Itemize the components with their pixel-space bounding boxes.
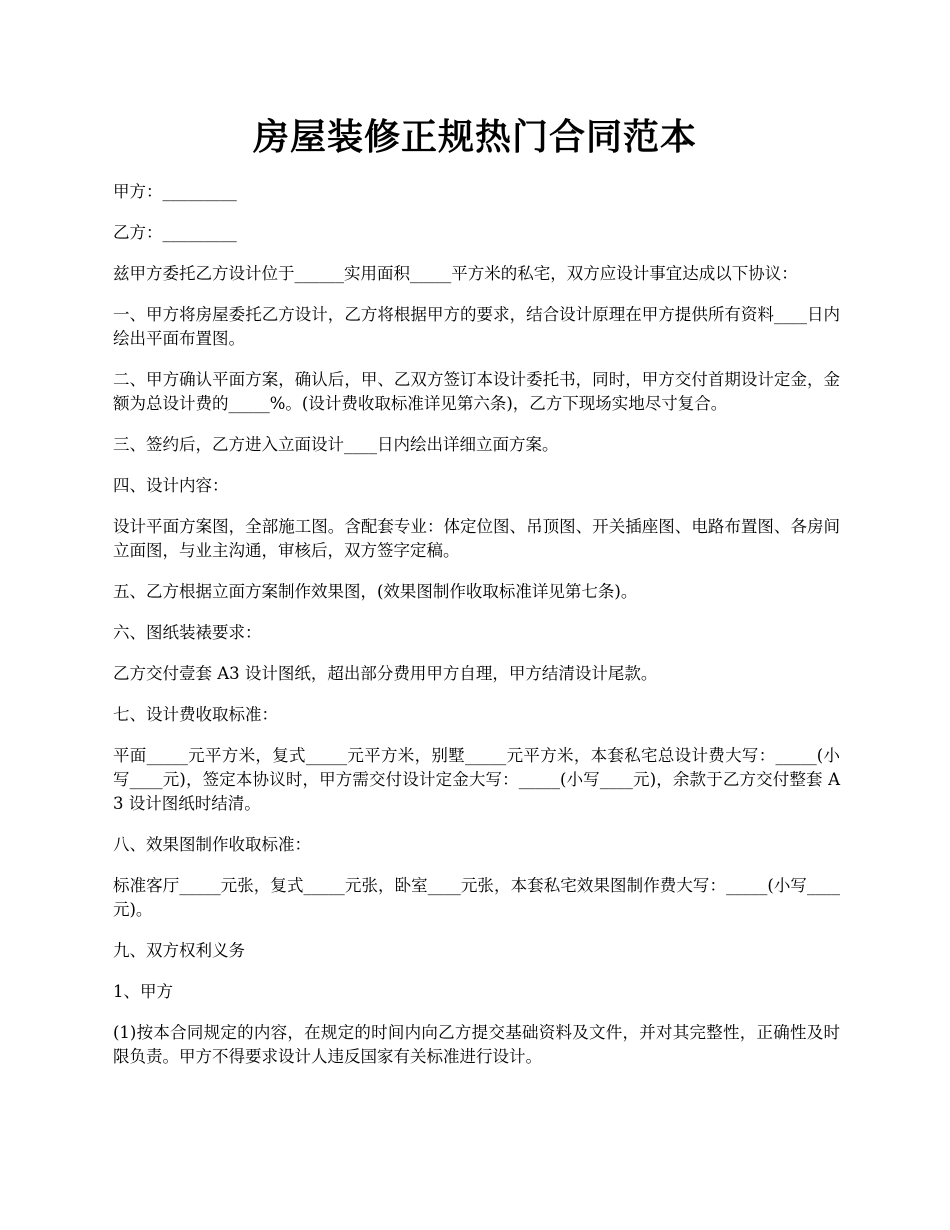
clause-2: 二、甲方确认平面方案，确认后，甲、乙双方签订本设计委托书，同时，甲方交付首期设计定金，金额为总设计费的_____%。(设计费收取标准详见第六条)，乙方下现场实地尽寸复合。 xyxy=(113,370,840,413)
clause-6-heading: 六、图纸装裱要求： xyxy=(113,623,262,642)
clause-7-heading: 七、设计费收取标准： xyxy=(113,705,278,724)
clause-5: 五、乙方根据立面方案制作效果图，(效果图制作收取标准详见第七条)。 xyxy=(113,582,638,601)
clause-7-body: 平面_____元平方米，复式_____元平方米，别墅_____元平方米，本套私宅总设计费大写：_____(小写____元)，签定本协议时，甲方需交付设计定金大写：_____(小写____元)，余款于乙方交付整套 A3 设计图纸时结清。 xyxy=(113,746,840,813)
clause-8-heading: 八、效果图制作收取标准： xyxy=(113,835,311,854)
party-b-line: 乙方：_________ xyxy=(113,223,237,242)
document-body xyxy=(113,180,840,1086)
clause-9-sub-1: 1、甲方 xyxy=(113,982,173,1001)
clause-3: 三、签约后，乙方进入立面设计____日内绘出详细立面方案。 xyxy=(113,435,559,454)
clause-4-heading: 四、设计内容： xyxy=(113,476,229,495)
clause-8-body: 标准客厅_____元张，复式_____元张，卧室____元张，本套私宅效果图制作费大写：_____(小写____元)。 xyxy=(113,876,840,919)
preamble-paragraph: 兹甲方委托乙方设计位于______实用面积_____平方米的私宅，双方应设计事宜达成以下协议： xyxy=(113,264,798,283)
party-a-line: 甲方：_________ xyxy=(113,182,237,201)
clause-9-heading: 九、双方权利义务 xyxy=(113,941,245,960)
clause-9-item-1: (1)按本合同规定的内容，在规定的时间内向乙方提交基础资料及文件，并对其完整性，正确性及时限负责。甲方不得要求设计人违反国家有关标准进行设计。 xyxy=(113,1023,840,1066)
clause-6-body: 乙方交付壹套 A3 设计图纸，超出部分费用甲方自理，甲方结清设计尾款。 xyxy=(113,664,658,683)
clause-1: 一、甲方将房屋委托乙方设计，乙方将根据甲方的要求，结合设计原理在甲方提供所有资料____日内绘出平面布置图。 xyxy=(113,305,840,348)
clause-4-body: 设计平面方案图，全部施工图。含配套专业：体定位图、吊顶图、开关插座图、电路布置图、各房间立面图，与业主沟通，审核后，双方签字定稿。 xyxy=(113,517,840,560)
document-title: 房屋装修正规热门合同范本 xyxy=(252,116,697,158)
